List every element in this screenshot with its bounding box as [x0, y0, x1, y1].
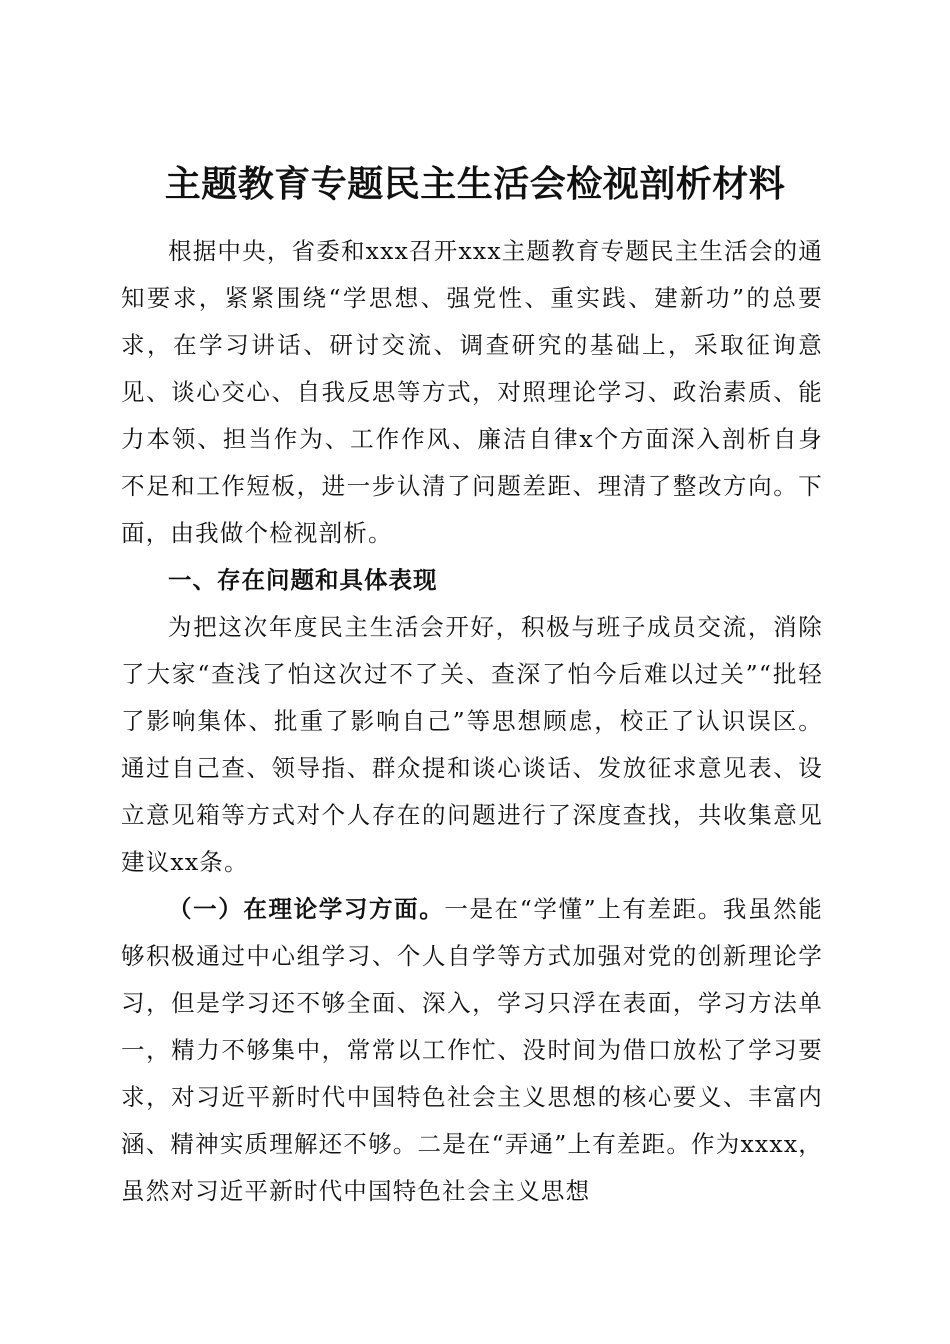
document-body	[121, 228, 823, 1215]
section-paragraph-problems: 为把这次年度民主生活会开好，积极与班子成员交流，消除了大家“查浅了怕这次过不了关、查深了怕今后难以过关”“批轻了影响集体、批重了影响自己”等思想顾虑，校正了认识误区。通过自己查、领导指、群众提和谈心谈话、发放征求意见表、设立意见箱等方式对个人存在的问题进行了深度查找，共收集意见建议xx条。	[121, 613, 823, 876]
subsection-text-theory: 一是在“学懂”上有差距。我虽然能够积极通过中心组学习、个人自学等方式加强对党的创新理论学习，但是学习还不够全面、深入，学习只浮在表面，学习方法单一，精力不够集中，常常以工作忙、没时间为借口放松了学习要求，对习近平新时代中国特色社会主义思想的核心要义、丰富内涵、精神实质理解还不够。二是在“弄通”上有差距。作为xxxx，虽然对习近平新时代中国特色社会主义思想	[121, 895, 824, 1205]
subsection-heading-theory: （一）在理论学习方面。	[168, 895, 445, 923]
section-heading-problems: 一、存在问题和具体表现	[168, 566, 438, 594]
document-title: 主题教育专题民主生活会检视剖析材料	[164, 163, 786, 206]
intro-paragraph: 根据中央，省委和xxx召开xxx主题教育专题民主生活会的通知要求，紧紧围绕“学思想、强党性、重实践、建新功”的总要求，在学习讲话、研讨交流、调查研究的基础上，采取征询意见、谈心交心、自我反思等方式，对照理论学习、政治素质、能力本领、担当作为、工作作风、廉洁自律x个方面深入剖析自身不足和工作短板，进一步认清了问题差距、理清了整改方向。下面，由我做个检视剖析。	[121, 237, 823, 547]
subsection-paragraph-theory	[121, 886, 823, 1215]
